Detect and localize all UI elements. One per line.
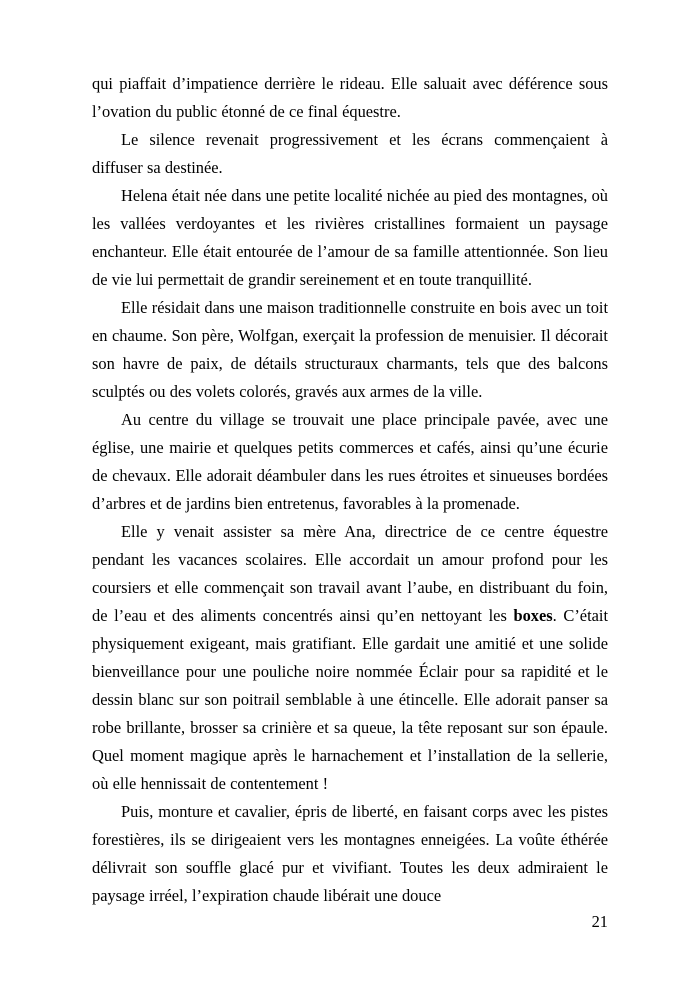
- page-body-text: [92, 70, 608, 910]
- text-run: qui piaffait d’impatience derrière le rideau. Elle saluait avec déférence sous l’ovation du public étonné de ce final équestre.: [92, 74, 608, 121]
- text-run: Elle résidait dans une maison traditionnelle construite en bois avec un toit en chaume. Son père, Wolfgan, exerçait la profession de menuisier. Il décorait son havre de paix, de détails structuraux charmants, tels que des balcons sculptés ou des volets colorés, gravés aux armes de la ville.: [92, 298, 608, 401]
- text-run: Le silence revenait progressivement et les écrans commençaient à diffuser sa destinée.: [92, 130, 608, 177]
- paragraph: [92, 126, 608, 182]
- text-run: Elle y venait assister sa mère Ana, directrice de ce centre équestre pendant les vacances scolaires. Elle accordait un amour profond pour les coursiers et elle commençait son travail avant l’aube, en distribuant du foin, de l’eau et des aliments concentrés ainsi qu’en nettoyant les: [92, 522, 608, 625]
- text-run: Helena était née dans une petite localité nichée au pied des montagnes, où les vallées verdoyantes et les rivières cristallines formaient un paysage enchanteur. Elle était entourée de l’amour de sa famille attentionnée. Son lieu de vie lui permettait de grandir sereinement et en toute tranquillité.: [92, 186, 608, 289]
- text-run: Puis, monture et cavalier, épris de liberté, en faisant corps avec les pistes forestières, ils se dirigeaient vers les montagnes enneigées. La voûte éthérée délivrait son souffle glacé pur et vivifiant. Toutes les deux admiraient le paysage irréel, l’expiration chaude libérait une douce: [92, 802, 608, 905]
- paragraph: [92, 70, 608, 126]
- paragraph: [92, 518, 608, 798]
- paragraph: [92, 294, 608, 406]
- paragraph: [92, 406, 608, 518]
- page-number: 21: [591, 912, 608, 931]
- text-run: . C’était physiquement exigeant, mais gratifiant. Elle gardait une amitié et une solide bienveillance pour une pouliche noire nommée Éclair pour sa rapidité et le dessin blanc sur son poitrail semblable à une étincelle. Elle adorait panser sa robe brillante, brosser sa crinière et sa queue, la tête reposant sur son épaule. Quel moment magique après le harnachement et l’installation de la sellerie, où elle hennissait de contentement !: [92, 606, 609, 793]
- paragraph: [92, 182, 608, 294]
- bold-term: boxes: [513, 606, 553, 625]
- text-run: Au centre du village se trouvait une place principale pavée, avec une église, une mairie et quelques petits commerces et cafés, ainsi qu’une écurie de chevaux. Elle adorait déambuler dans les rues étroites et sinueuses bordées d’arbres et de jardins bien entretenus, favorables à la promenade.: [92, 410, 608, 513]
- paragraph: [92, 798, 608, 910]
